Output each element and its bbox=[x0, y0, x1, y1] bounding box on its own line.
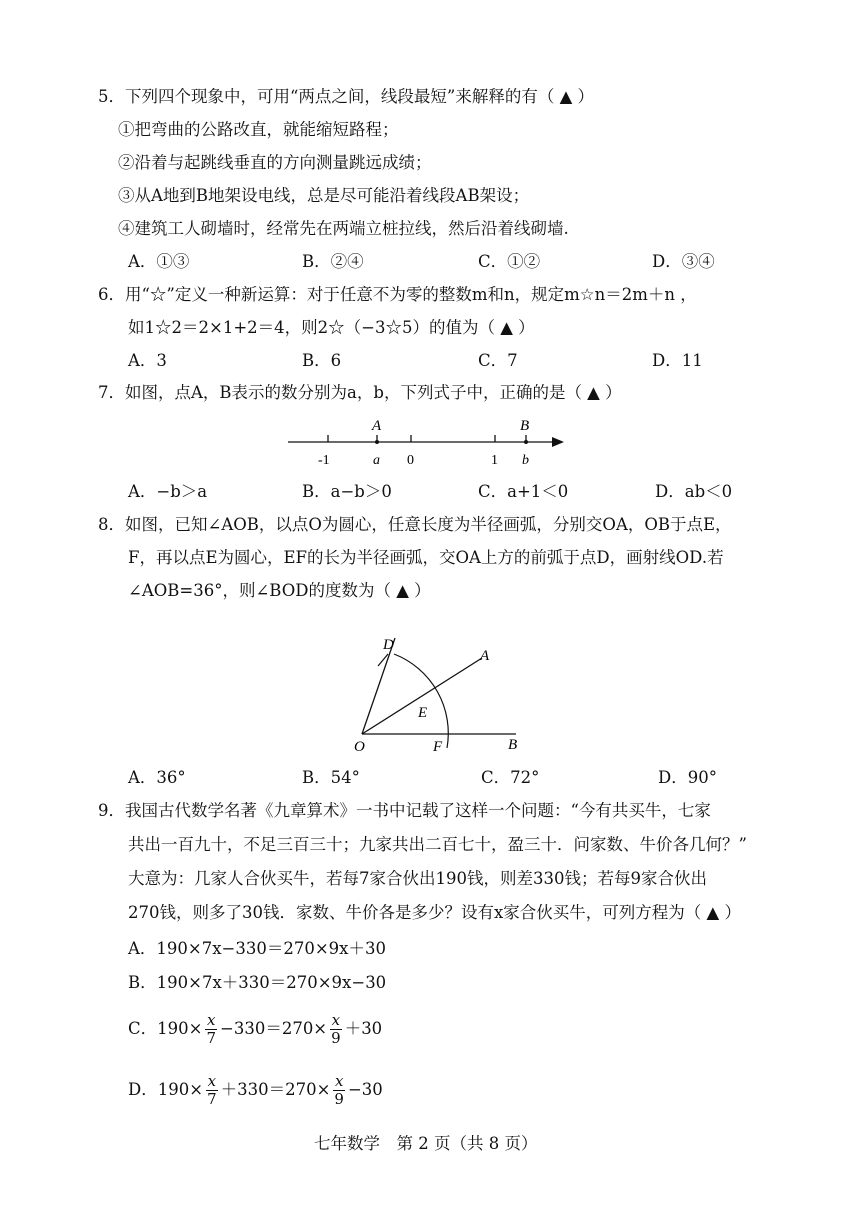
q9-option-c-label: C． bbox=[128, 1019, 158, 1038]
label-a: A bbox=[480, 648, 490, 664]
label-f: F bbox=[433, 739, 443, 755]
q5-stem: 5．下列四个现象中，可用“两点之间，线段最短”来解释的有（ ▲ ） bbox=[98, 87, 595, 106]
q5-item-4: ④建筑工人砌墙时，经常先在两端立桩拉线，然后沿着线砌墙. bbox=[118, 219, 569, 238]
tick-label-b: b bbox=[522, 453, 529, 468]
q7-option-b: B．a−b＞0 bbox=[302, 482, 392, 501]
q8-option-b: B．54° bbox=[302, 768, 360, 787]
point-b-dot bbox=[524, 440, 528, 444]
q8-option-d: D．90° bbox=[658, 768, 717, 787]
q9-stem-1: 9．我国古代数学名著《九章算术》一书中记载了这样一个问题：“今有共买牛，七家 bbox=[98, 801, 711, 820]
q5-option-d: D．③④ bbox=[652, 252, 715, 271]
q7-number-line-figure bbox=[280, 412, 580, 472]
q9-option-d-left: 190× bbox=[157, 1080, 204, 1099]
point-a-dot bbox=[375, 440, 379, 444]
q7-option-c: C．a+1＜0 bbox=[478, 482, 569, 501]
q9-stem-2: 共出一百九十，不足三百三十；九家共出二百七十，盈三十．问家数、牛价各几何？” bbox=[128, 835, 747, 854]
q9-option-d-right: −30 bbox=[347, 1080, 383, 1099]
label-e: E bbox=[418, 705, 428, 721]
q8-stem-3: ∠AOB=36°，则∠BOD的度数为（ ▲ ） bbox=[128, 581, 431, 600]
tick-label-0: 0 bbox=[407, 453, 414, 468]
q5-item-2: ②沿着与起跳线垂直的方向测量跳远成绩； bbox=[118, 153, 432, 172]
q9-stem-3: 大意为：几家人合伙买牛，若每7家合伙出190钱，则差330钱；若每9家合伙出 bbox=[128, 869, 707, 888]
q7-stem: 7．如图，点A，B表示的数分别为a，b，下列式子中，正确的是（ ▲ ） bbox=[98, 383, 622, 402]
q9-option-a: A．190×7x−330＝270×9x＋30 bbox=[128, 939, 386, 958]
tick-label-1: 1 bbox=[491, 453, 498, 468]
q5-option-a: A．①③ bbox=[128, 252, 190, 271]
tick-label-minus1: -1 bbox=[318, 453, 330, 468]
q9-option-c-frac-2: $\frac{x}{9}$ bbox=[331, 1011, 341, 1047]
page-footer: 七年数学 第 2 页（共 8 页） bbox=[314, 1134, 538, 1153]
q8-stem-2: F，再以点E为圆心，EF的长为半径画弧，交OA上方的前弧于点D，画射线OD.若 bbox=[128, 548, 724, 567]
q9-option-c bbox=[128, 1012, 382, 1047]
q5-option-c: C．①② bbox=[478, 252, 541, 271]
q9-option-d bbox=[128, 1073, 383, 1108]
q7-option-d: D．ab＜0 bbox=[655, 482, 733, 501]
q8-stem-1: 8．如图，已知∠AOB，以点O为圆心，任意长度为半径画弧，分别交OA，OB于点E， bbox=[98, 515, 732, 534]
q9-option-c-left: 190× bbox=[157, 1019, 203, 1038]
tick-label-a: a bbox=[373, 453, 380, 468]
q6-option-c: C．7 bbox=[478, 351, 518, 370]
q7-option-a: A．−b＞a bbox=[128, 482, 208, 501]
q6-option-d: D．11 bbox=[652, 351, 703, 370]
q5-item-1: ①把弯曲的公路改直，就能缩短路程； bbox=[118, 120, 399, 139]
q6-option-b: B．6 bbox=[302, 351, 342, 370]
number-line-arrow bbox=[552, 437, 564, 447]
q9-option-d-frac-2: $\frac{x}{9}$ bbox=[334, 1072, 344, 1108]
q6-stem-2: 如1☆2＝2×1+2＝4，则2☆（−3☆5）的值为（ ▲ ） bbox=[128, 318, 535, 337]
q9-option-d-mid: ＋330＝270× bbox=[220, 1080, 331, 1099]
q6-stem-1: 6．用“☆”定义一种新运算：对于任意不为零的整数m和n，规定m☆n＝2m＋n ， bbox=[98, 285, 697, 304]
q8-angle-figure bbox=[350, 630, 540, 760]
q8-option-c: C．72° bbox=[481, 768, 540, 787]
label-point-a: A bbox=[372, 418, 382, 434]
q9-option-d-label: D． bbox=[128, 1080, 158, 1099]
q5-item-3: ③从A地到B地架设电线，总是尽可能沿着线段AB架设； bbox=[118, 186, 530, 205]
q5-option-b: B．②④ bbox=[302, 252, 364, 271]
ray-oa bbox=[362, 658, 482, 734]
label-o: O bbox=[354, 739, 365, 755]
label-b: B bbox=[508, 737, 518, 753]
label-point-b: B bbox=[520, 418, 530, 434]
label-d: D bbox=[383, 637, 394, 653]
q9-option-d-frac-1: $\frac{x}{7}$ bbox=[207, 1072, 217, 1108]
q9-option-c-mid: −330＝270× bbox=[220, 1019, 328, 1038]
q9-stem-4: 270钱，则多了30钱．家数、牛价各是多少？设有x家合伙买牛，可列方程为（ ▲ ） bbox=[128, 903, 741, 922]
q9-option-c-frac-1: $\frac{x}{7}$ bbox=[206, 1011, 216, 1047]
q6-option-a: A．3 bbox=[128, 351, 167, 370]
q9-option-b: B．190×7x＋330＝270×9x−30 bbox=[128, 973, 387, 992]
q9-option-c-right: ＋30 bbox=[344, 1019, 383, 1038]
q8-option-a: A．36° bbox=[128, 768, 186, 787]
